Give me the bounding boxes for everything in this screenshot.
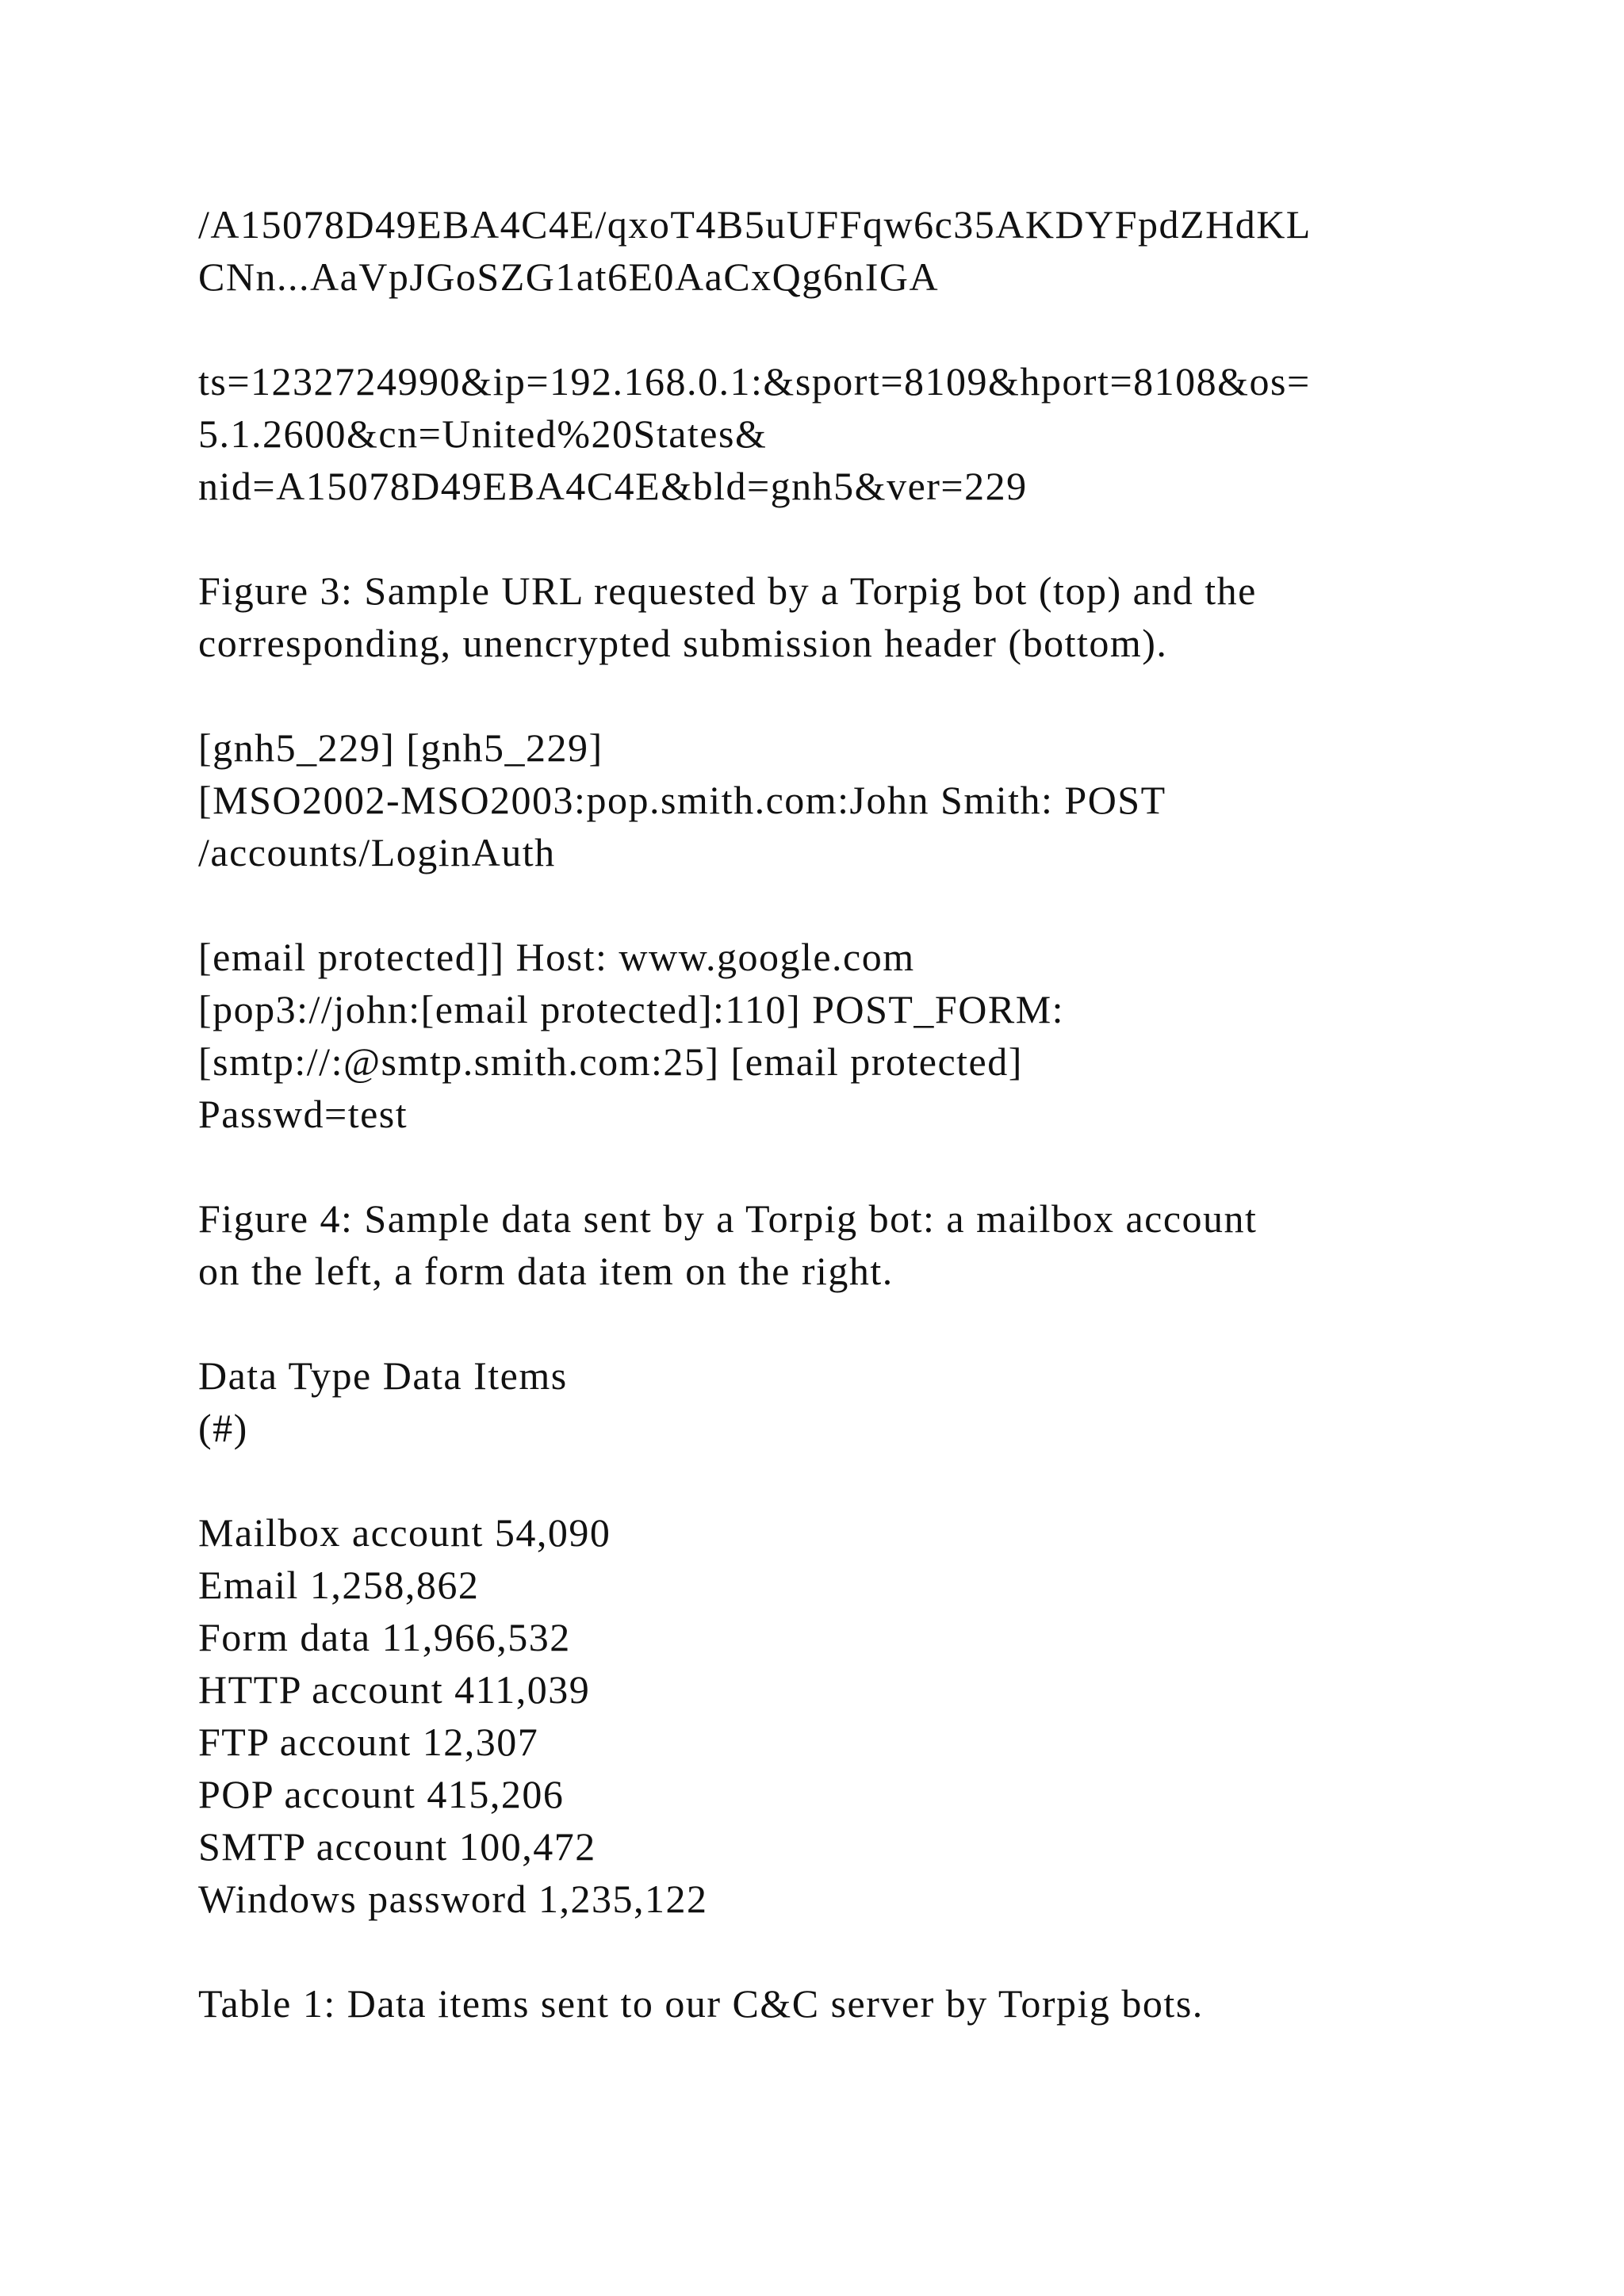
form-line: [email protected]] Host: www.google.com	[198, 935, 915, 979]
header-line: nid=A15078D49EBA4C4E&bld=gnh5&ver=229	[198, 464, 1028, 508]
table-1-body	[198, 1506, 1467, 1925]
form-line: Passwd=test	[198, 1092, 408, 1136]
caption-line: on the left, a form data item on the right.	[198, 1249, 894, 1293]
header-line: ts=1232724990&ip=192.168.0.1:&sport=8109&hport=8108&os=	[198, 359, 1311, 404]
form-line: [pop3://john:[email protected]:110] POST_FORM:	[198, 987, 1065, 1031]
url-line: /A15078D49EBA4C4E/qxoT4B5uUFFqw6c35AKDYFpdZHdKL	[198, 202, 1312, 247]
figure-3-caption	[198, 564, 1467, 669]
form-data-block	[198, 931, 1467, 1140]
table-row: FTP account 12,307	[198, 1720, 539, 1764]
caption-line: Figure 3: Sample URL requested by a Torpig bot (top) and the	[198, 568, 1257, 613]
table-1-caption	[198, 1977, 1467, 2030]
url-block	[198, 198, 1467, 303]
mailbox-line: /accounts/LoginAuth	[198, 830, 556, 874]
table-row: Mailbox account 54,090	[198, 1510, 611, 1555]
table-row: Windows password 1,235,122	[198, 1877, 708, 1921]
header-line: 5.1.2600&cn=United%20States&	[198, 411, 768, 456]
caption-line: Figure 4: Sample data sent by a Torpig bot: a mailbox account	[198, 1196, 1258, 1241]
form-line: [smtp://:@smtp.smith.com:25] [email protected]	[198, 1039, 1023, 1084]
mailbox-line: [MSO2002-MSO2003:pop.smith.com:John Smith: POST	[198, 778, 1166, 822]
table-row: Form data 11,966,532	[198, 1615, 571, 1659]
table-row: POP account 415,206	[198, 1772, 565, 1816]
mailbox-account-block	[198, 721, 1467, 878]
url-line: CNn...AaVpJGoSZG1at6E0AaCxQg6nIGA	[198, 254, 940, 299]
table-header-line: Data Type Data Items	[198, 1353, 568, 1398]
table-header-line: (#)	[198, 1406, 248, 1450]
caption-line: Table 1: Data items sent to our C&C server by Torpig bots.	[198, 1981, 1204, 2026]
mailbox-line: [gnh5_229] [gnh5_229]	[198, 725, 603, 770]
figure-4-caption	[198, 1192, 1467, 1297]
table-row: Email 1,258,862	[198, 1563, 480, 1607]
table-row: SMTP account 100,472	[198, 1824, 596, 1869]
caption-line: corresponding, unencrypted submission header (bottom).	[198, 621, 1168, 665]
table-1-header	[198, 1349, 1467, 1454]
table-row: HTTP account 411,039	[198, 1667, 591, 1712]
document-page	[198, 198, 1467, 2082]
submission-header-block	[198, 355, 1467, 512]
